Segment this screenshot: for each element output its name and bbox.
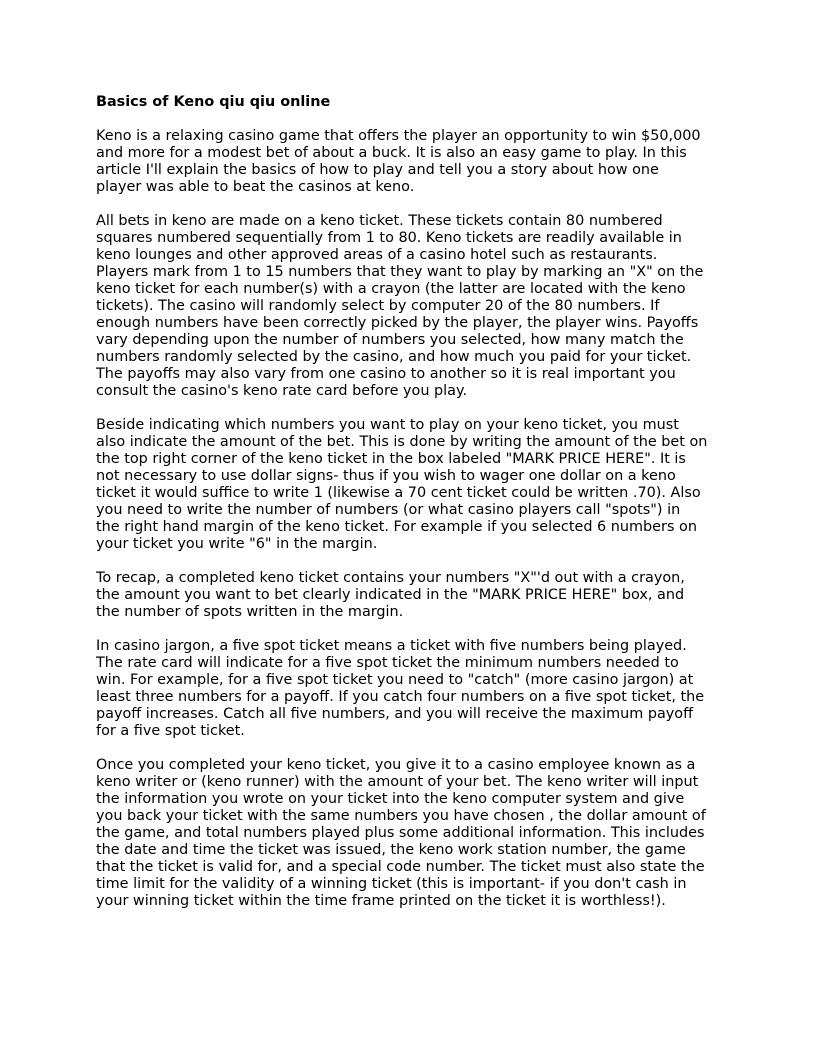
paragraph-line: the information you wrote on your ticket into the keno computer system and give	[96, 791, 685, 807]
document-body	[96, 128, 726, 910]
paragraph-line: payoff increases. Catch all five numbers, and you will receive the maximum payoff	[96, 706, 694, 722]
paragraph-4	[96, 570, 726, 621]
paragraph-line: not necessary to use dollar signs- thus if you wish to wager one dollar on a keno	[96, 468, 676, 484]
document-title: Basics of Keno qiu qiu online	[96, 94, 331, 110]
paragraph-line: Players mark from 1 to 15 numbers that they want to play by marking an "X" on the	[96, 264, 704, 280]
paragraph-line: vary depending upon the number of numbers you selected, how many match the	[96, 332, 684, 348]
paragraph-line: win. For example, for a five spot ticket you need to "catch" (more casino jargon) at	[96, 672, 694, 688]
paragraph-line: article I'll explain the basics of how to play and tell you a story about how one	[96, 162, 659, 178]
paragraph-line: and more for a modest bet of about a buck. It is also an easy game to play. In this	[96, 145, 687, 161]
paragraph-5	[96, 638, 726, 740]
paragraph-line: Once you completed your keno ticket, you give it to a casino employee known as a	[96, 757, 696, 773]
paragraph-line: the top right corner of the keno ticket in the box labeled "MARK PRICE HERE". It is	[96, 451, 686, 467]
paragraph-6	[96, 757, 726, 910]
paragraph-line: squares numbered sequentially from 1 to 80. Keno tickets are readily available in	[96, 230, 682, 246]
paragraph-line: the game, and total numbers played plus some additional information. This includes	[96, 825, 705, 841]
paragraph-line: you need to write the number of numbers (or what casino players call "spots") in	[96, 502, 681, 518]
paragraph-line: ticket it would suffice to write 1 (likewise a 70 cent ticket could be written .70). Also	[96, 485, 701, 501]
paragraph-line: also indicate the amount of the bet. This is done by writing the amount of the bet on	[96, 434, 708, 450]
paragraph-1	[96, 128, 726, 196]
paragraph-line: keno lounges and other approved areas of a casino hotel such as restaurants.	[96, 247, 658, 263]
paragraph-line: keno writer or (keno runner) with the amount of your bet. The keno writer will input	[96, 774, 699, 790]
paragraph-line: Keno is a relaxing casino game that offers the player an opportunity to win $50,000	[96, 128, 701, 144]
paragraph-line: for a five spot ticket.	[96, 723, 245, 739]
paragraph-line: you back your ticket with the same numbers you have chosen , the dollar amount of	[96, 808, 706, 824]
paragraph-line: tickets). The casino will randomly select by computer 20 of the 80 numbers. If	[96, 298, 660, 314]
paragraph-line: The rate card will indicate for a five spot ticket the minimum numbers needed to	[96, 655, 679, 671]
paragraph-line: enough numbers have been correctly picked by the player, the player wins. Payoffs	[96, 315, 699, 331]
document-page	[96, 94, 726, 927]
paragraph-line: player was able to beat the casinos at keno.	[96, 179, 415, 195]
paragraph-line: the amount you want to bet clearly indicated in the "MARK PRICE HERE" box, and	[96, 587, 685, 603]
paragraph-line: the date and time the ticket was issued, the keno work station number, the game	[96, 842, 686, 858]
paragraph-line: time limit for the validity of a winning ticket (this is important- if you don't cash in	[96, 876, 687, 892]
paragraph-line: All bets in keno are made on a keno ticket. These tickets contain 80 numbered	[96, 213, 663, 229]
paragraph-line: In casino jargon, a five spot ticket means a ticket with five numbers being played.	[96, 638, 687, 654]
paragraph-2	[96, 213, 726, 400]
paragraph-line: least three numbers for a payoff. If you catch four numbers on a five spot ticket, the	[96, 689, 705, 705]
paragraph-line: the right hand margin of the keno ticket. For example if you selected 6 numbers on	[96, 519, 697, 535]
paragraph-line: The payoffs may also vary from one casino to another so it is real important you	[96, 366, 676, 382]
paragraph-line: your winning ticket within the time frame printed on the ticket it is worthless!).	[96, 893, 666, 909]
paragraph-line: Beside indicating which numbers you want to play on your keno ticket, you must	[96, 417, 679, 433]
paragraph-line: the number of spots written in the margin.	[96, 604, 404, 620]
paragraph-line: keno ticket for each number(s) with a crayon (the latter are located with the keno	[96, 281, 686, 297]
paragraph-line: To recap, a completed keno ticket contains your numbers "X"'d out with a crayon,	[96, 570, 685, 586]
paragraph-line: that the ticket is valid for, and a special code number. The ticket must also state the	[96, 859, 705, 875]
paragraph-3	[96, 417, 726, 553]
paragraph-line: numbers randomly selected by the casino, and how much you paid for your ticket.	[96, 349, 692, 365]
paragraph-line: consult the casino's keno rate card before you play.	[96, 383, 468, 399]
paragraph-line: your ticket you write "6" in the margin.	[96, 536, 378, 552]
